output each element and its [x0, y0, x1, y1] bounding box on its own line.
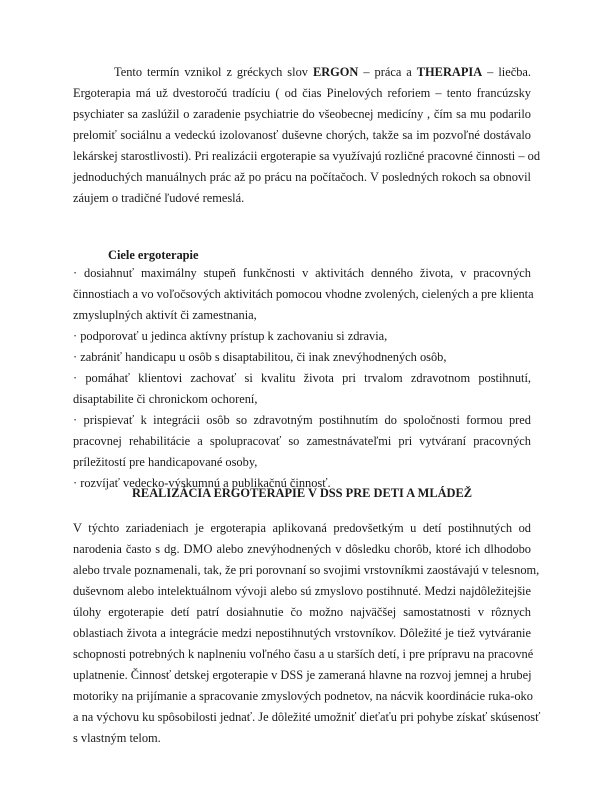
- goals-line: pracovnej rehabilitácie a spolupracovať so zamestnávateľmi pri vytváraní pracovných: [73, 434, 531, 448]
- text-run: – práca a: [358, 65, 417, 79]
- goals-line: · dosiahnuť maximálny stupeň funkčnosti v aktivitách denného života, v pracovných: [73, 266, 531, 280]
- goals-list: [73, 265, 534, 496]
- goals-line: činnostiach a vo voľočsových aktivitách pomocou vhodne zvolených, cielených a pre klienta: [73, 287, 534, 301]
- intro-line: prelomiť sociálnu a vedeckú izolovanosť duševne chorých, takže sa im pozvoľné dostávalo: [73, 128, 531, 142]
- section-line: motoriky na prijímanie a spracovanie zmyslových podnetov, na nácvik koordinácie ruka-oko: [73, 689, 533, 703]
- goals-line: disaptabilite či chronickom ochorení,: [73, 392, 258, 406]
- goals-line: · rozvíjať vedecko-výskumnú a publikačnú činnosť.: [73, 476, 331, 490]
- goals-line: príležitostí pre handicapované osoby,: [73, 455, 258, 469]
- section-heading: REALIZÁCIA ERGOTERAPIE V DSS PRE DETI A MLÁDEŽ: [131, 486, 473, 500]
- section-line: s vlastným telom.: [73, 731, 161, 745]
- section-line: uplatnenie. Činnosť detskej ergoterapie v DSS je zameraná hlavne na rozvoj jemnej a hrubej: [73, 668, 532, 682]
- intro-line: Ergoterapia má už dvestoročú tradíciu ( od čias Pinelových reforiem – tento francúzsky: [73, 86, 531, 100]
- section-line: oblastiach života a integrácie medzi nepostihnutých vrstovníkov. Dôležité je tiež vytváranie: [73, 626, 531, 640]
- intro-line-first: [73, 64, 531, 85]
- intro-paragraph: [73, 64, 541, 211]
- goals-title: Ciele ergoterapie: [108, 248, 199, 262]
- intro-line: lekárskej starostlivosti). Pri realizácii ergoterapie sa využívajú rozličné pracovné činnosti – od: [73, 149, 541, 163]
- intro-line: jednoduchých manuálnych prác až po prácu na počítačoch. V posledných rokoch sa obnovil: [73, 170, 531, 184]
- text-run: – liečba.: [482, 65, 531, 79]
- section-line: a na výchovu ku spôsobilosti jednať. Je dôležité umožniť dieťaťu pri pohybe získať skúsenosť: [73, 710, 541, 724]
- goals-line: · pomáhať klientovi zachovať si kvalitu života pri trvalom zdravotnom postihnutí,: [73, 371, 531, 385]
- section-paragraph: [73, 520, 541, 751]
- section-line: narodenia často s dg. DMO alebo znevýhodnených v dôsledku chorôb, ktoré ich dlhodobo: [73, 542, 531, 556]
- term-ergon: ERGON: [312, 65, 359, 79]
- text-run: Tento termín vznikol z gréckych slov: [114, 65, 313, 79]
- section-line: duševnom alebo intelektuálnom vývoji alebo sú zmyslovo postihnuté. Medzi najdôležitejšie: [73, 584, 531, 598]
- section-line: V týchto zariadeniach je ergoterapia aplikovaná predovšetkým u detí postihnutých od: [73, 521, 531, 535]
- goals-line: · podporovať u jedinca aktívny prístup k zachovaniu si zdravia,: [73, 329, 388, 343]
- section-line: alebo trvale poznamenali, tak, že pri porovnaní so svojimi vrstovníkmi zaostávajú v telesnom,: [73, 563, 540, 577]
- intro-line: psychiater sa zaslúžil o zaradenie psychiatrie do všeobecnej medicíny , čím sa mu podarilo: [73, 107, 531, 121]
- goals-line: · prispievať k integrácii osôb so zdravotným postihnutím do spoločnosti formou pred: [73, 413, 531, 427]
- term-therapia: THERAPIA: [416, 65, 483, 79]
- section-line: schopnosti potrebných k naplneniu voľného času a u starších detí, i pre prípravu na pracovné: [73, 647, 534, 661]
- intro-line: záujem o tradičné ľudové remeslá.: [73, 191, 245, 205]
- section-line: úlohy ergoterapie detí patrí dosiahnutie čo možno najväčšej samostatnosti v rôznych: [73, 605, 531, 619]
- goals-line: zmysluplných aktivít či zamestnania,: [73, 308, 257, 322]
- goals-line: · zabrániť handicapu u osôb s disaptabilitou, či inak znevýhodnených osôb,: [73, 350, 447, 364]
